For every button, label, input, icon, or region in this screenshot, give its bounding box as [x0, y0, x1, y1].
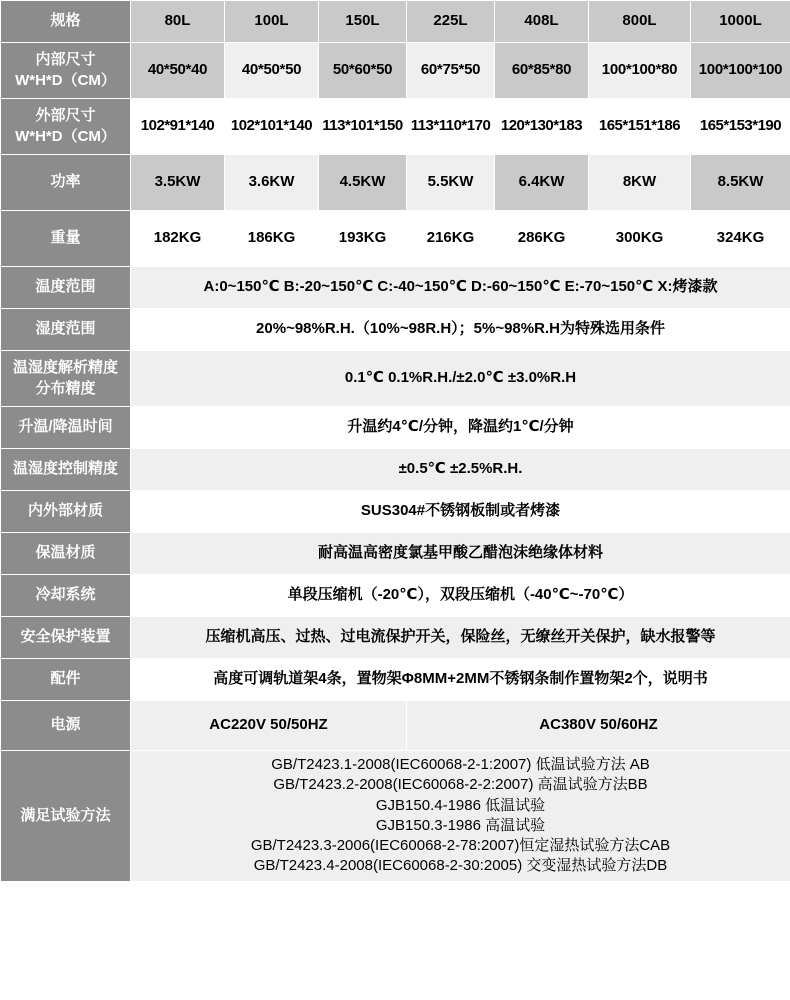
- row-label-internal-size: [1, 43, 131, 99]
- row-label-safety-protection: 安全保护装置: [1, 617, 131, 659]
- cell-external-size-150l: 113*101*150: [319, 99, 407, 155]
- table-row-weight: [1, 211, 790, 267]
- cell-internal-size-1000l: 100*100*100: [691, 43, 790, 99]
- table-row-humidity-range: [1, 309, 790, 351]
- table-row-material: [1, 491, 790, 533]
- cell-external-size-100l: 102*101*140: [225, 99, 319, 155]
- header-cell-spec: 规格: [1, 1, 131, 43]
- cell-humidity-range: 20%~98%R.H.（10%~98R.H）；5%~98%R.H为特殊选用条件: [131, 309, 790, 351]
- row-label-power-rating: 功率: [1, 155, 131, 211]
- cell-weight-150l: 193KG: [319, 211, 407, 267]
- table-row-test-methods: [1, 751, 790, 882]
- row-label-internal-size-line1: 内部尺寸: [35, 51, 96, 69]
- table-row-external-size: [1, 99, 790, 155]
- cell-power-supply-380v: AC380V 50/60HZ: [407, 701, 790, 751]
- table-row-temperature-range: [1, 267, 790, 309]
- row-label-material: 内外部材质: [1, 491, 131, 533]
- row-label-external-size-line1: 外部尺寸: [35, 107, 96, 125]
- cell-power-408l: 6.4KW: [495, 155, 589, 211]
- table-row-accessories: [1, 659, 790, 701]
- cell-internal-size-80l: 40*50*40: [131, 43, 225, 99]
- header-cell-model-800l: 800L: [589, 1, 691, 43]
- table-row-heating-cooling-time: [1, 407, 790, 449]
- test-method-line-3: GJB150.4-1986 低温试验: [375, 796, 546, 814]
- row-label-insulation-material: 保温材质: [1, 533, 131, 575]
- row-label-resolution-accuracy-line1: 温湿度解析精度: [12, 359, 118, 377]
- cell-internal-size-408l: 60*85*80: [495, 43, 589, 99]
- cell-internal-size-225l: 60*75*50: [407, 43, 495, 99]
- cell-control-accuracy: ±0.5℃ ±2.5%R.H.: [131, 449, 790, 491]
- table-row-resolution-accuracy: [1, 351, 790, 407]
- cell-safety-protection: 压缩机高压、过热、过电流保护开关，保险丝，无缭丝开关保护，缺水报警等: [131, 617, 790, 659]
- row-label-heating-cooling-time: 升温/降温时间: [1, 407, 131, 449]
- cell-external-size-225l: 113*110*170: [407, 99, 495, 155]
- cell-external-size-1000l: 165*153*190: [691, 99, 790, 155]
- cell-weight-408l: 286KG: [495, 211, 589, 267]
- header-cell-model-1000l: 1000L: [691, 1, 790, 43]
- test-method-line-2: GB/T2423.2-2008(IEC60068-2-2:2007) 高温试验方法BB: [273, 776, 648, 794]
- cell-weight-100l: 186KG: [225, 211, 319, 267]
- cell-internal-size-800l: 100*100*80: [589, 43, 691, 99]
- cell-power-100l: 3.6KW: [225, 155, 319, 211]
- header-cell-model-80l: 80L: [131, 1, 225, 43]
- row-label-internal-size-line2: W*H*D（CM）: [15, 71, 116, 89]
- table-row-power-rating: [1, 155, 790, 211]
- row-label-cooling-system: 冷却系统: [1, 575, 131, 617]
- row-label-weight: 重量: [1, 211, 131, 267]
- cell-power-supply-220v: AC220V 50/50HZ: [131, 701, 407, 751]
- cell-external-size-408l: 120*130*183: [495, 99, 589, 155]
- test-method-line-1: GB/T2423.1-2008(IEC60068-2-1:2007) 低温试验方法 AB: [271, 756, 650, 773]
- row-label-control-accuracy: 温湿度控制精度: [1, 449, 131, 491]
- cell-heating-cooling-time: 升温约4℃/分钟，降温约1℃/分钟: [131, 407, 790, 449]
- cell-insulation-material: 耐高温高密度氯基甲酸乙醋泡沫绝缘体材料: [131, 533, 790, 575]
- cell-external-size-80l: 102*91*140: [131, 99, 225, 155]
- row-label-external-size-line2: W*H*D（CM）: [15, 127, 116, 145]
- cell-weight-1000l: 324KG: [691, 211, 790, 267]
- row-label-temperature-range: 温度范围: [1, 267, 131, 309]
- cell-power-800l: 8KW: [589, 155, 691, 211]
- row-label-external-size: [1, 99, 131, 155]
- header-cell-model-150l: 150L: [319, 1, 407, 43]
- cell-external-size-800l: 165*151*186: [589, 99, 691, 155]
- table-header-row: [1, 1, 790, 43]
- row-label-accessories: 配件: [1, 659, 131, 701]
- cell-test-methods: [131, 751, 790, 882]
- table-row-control-accuracy: [1, 449, 790, 491]
- cell-power-1000l: 8.5KW: [691, 155, 790, 211]
- test-method-line-5: GB/T2423.3-2006(IEC60068-2-78:2007)恒定湿热试验方法CAB: [250, 837, 671, 854]
- row-label-humidity-range: 湿度范围: [1, 309, 131, 351]
- cell-power-150l: 4.5KW: [319, 155, 407, 211]
- header-cell-model-100l: 100L: [225, 1, 319, 43]
- test-method-line-6: GB/T2423.4-2008(IEC60068-2-30:2005) 交变湿热试验方法DB: [253, 857, 668, 875]
- cell-weight-800l: 300KG: [589, 211, 691, 267]
- row-label-resolution-accuracy-line2: 分布精度: [35, 379, 96, 397]
- cell-internal-size-150l: 50*60*50: [319, 43, 407, 99]
- cell-accessories: 高度可调轨道架4条，置物架Φ8MM+2MM不锈钢条制作置物架2个，说明书: [131, 659, 790, 701]
- row-label-test-methods: 满足试验方法: [1, 751, 131, 882]
- row-label-power-supply: 电源: [1, 701, 131, 751]
- header-cell-model-225l: 225L: [407, 1, 495, 43]
- cell-temperature-range: A:0~150℃ B:-20~150℃ C:-40~150℃ D:-60~150℃ E:-70~150℃ X:烤漆款: [131, 267, 790, 309]
- table-row-internal-size: [1, 43, 790, 99]
- table-row-insulation-material: [1, 533, 790, 575]
- header-cell-model-408l: 408L: [495, 1, 589, 43]
- cell-weight-80l: 182KG: [131, 211, 225, 267]
- cell-power-80l: 3.5KW: [131, 155, 225, 211]
- test-method-line-4: GJB150.3-1986 高温试验: [375, 816, 546, 834]
- table-row-safety-protection: [1, 617, 790, 659]
- cell-resolution-accuracy: 0.1℃ 0.1%R.H./±2.0℃ ±3.0%R.H: [131, 351, 790, 407]
- cell-power-225l: 5.5KW: [407, 155, 495, 211]
- row-label-resolution-accuracy: [1, 351, 131, 407]
- table-row-power-supply: [1, 701, 790, 751]
- cell-material: SUS304#不锈钢板制或者烤漆: [131, 491, 790, 533]
- cell-cooling-system: 单段压缩机（-20℃），双段压缩机（-40℃~-70℃）: [131, 575, 790, 617]
- cell-weight-225l: 216KG: [407, 211, 495, 267]
- table-row-cooling-system: [1, 575, 790, 617]
- cell-internal-size-100l: 40*50*50: [225, 43, 319, 99]
